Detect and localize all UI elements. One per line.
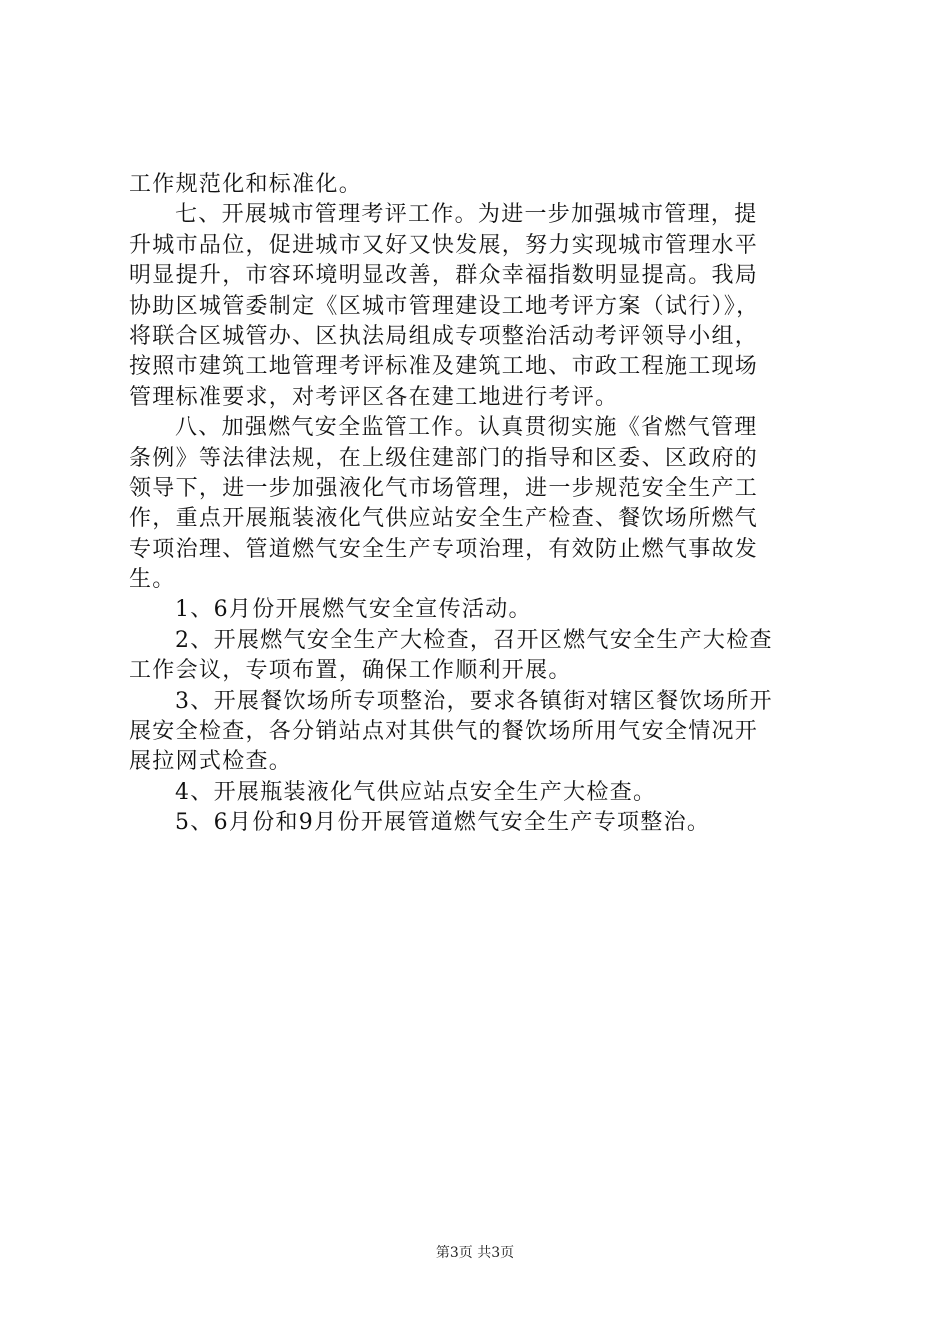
text-line: 展安全检查，各分销站点对其供气的餐饮场所用气安全情况开: [129, 719, 759, 745]
text-line: 管理标准要求，对考评区各在建工地进行考评。: [129, 384, 619, 410]
text-line: 工作会议，专项布置，确保工作顺利开展。: [129, 658, 572, 684]
text-line: 展拉网式检查。: [129, 749, 293, 775]
text-line: 工作规范化和标准化。: [129, 172, 363, 197]
text-line: 作，重点开展瓶装液化气供应站安全生产检查、餐饮场所燃气: [129, 506, 759, 532]
text-line: 生。: [129, 567, 176, 593]
list-item-1: 1、6月份开展燃气安全宣传活动。: [175, 597, 532, 623]
page-number-footer: 第3页 共3页: [435, 1245, 515, 1261]
list-item-2: 2、开展燃气安全生产大检查，召开区燃气安全生产大检查: [175, 627, 773, 653]
text-line: 升城市品位，促进城市又好又快发展，努力实现城市管理水平: [129, 232, 759, 258]
text-line: 领导下，进一步加强液化气市场管理，进一步规范安全生产工: [129, 475, 759, 501]
text-line: 按照市建筑工地管理考评标准及建筑工地、市政工程施工现场: [129, 354, 759, 380]
section-heading-eight: 八、加强燃气安全监管工作。认真贯彻实施《省燃气管理: [175, 415, 758, 441]
text-line: 条例》等法律法规，在上级住建部门的指导和区委、区政府的: [129, 445, 759, 471]
text-line: 明显提升，市容环境明显改善，群众幸福指数明显提高。我局: [129, 263, 759, 289]
text-line: 专项治理、管道燃气安全生产专项治理，有效防止燃气事故发: [129, 536, 759, 562]
text-line: 将联合区城管办、区执法局组成专项整治活动考评领导小组，: [129, 323, 759, 349]
text-line: 协助区城管委制定《区城市管理建设工地考评方案（试行）》，: [129, 293, 760, 319]
list-item-5: 5、6月份和9月份开展管道燃气安全生产专项整治。: [175, 810, 711, 836]
list-item-3: 3、开展餐饮场所专项整治，要求各镇街对辖区餐饮场所开: [175, 688, 773, 714]
section-heading-seven: 七、开展城市管理考评工作。为进一步加强城市管理，提: [175, 202, 758, 228]
list-item-4: 4、开展瓶装液化气供应站点安全生产大检查。: [175, 779, 657, 805]
document-body: [129, 170, 849, 839]
